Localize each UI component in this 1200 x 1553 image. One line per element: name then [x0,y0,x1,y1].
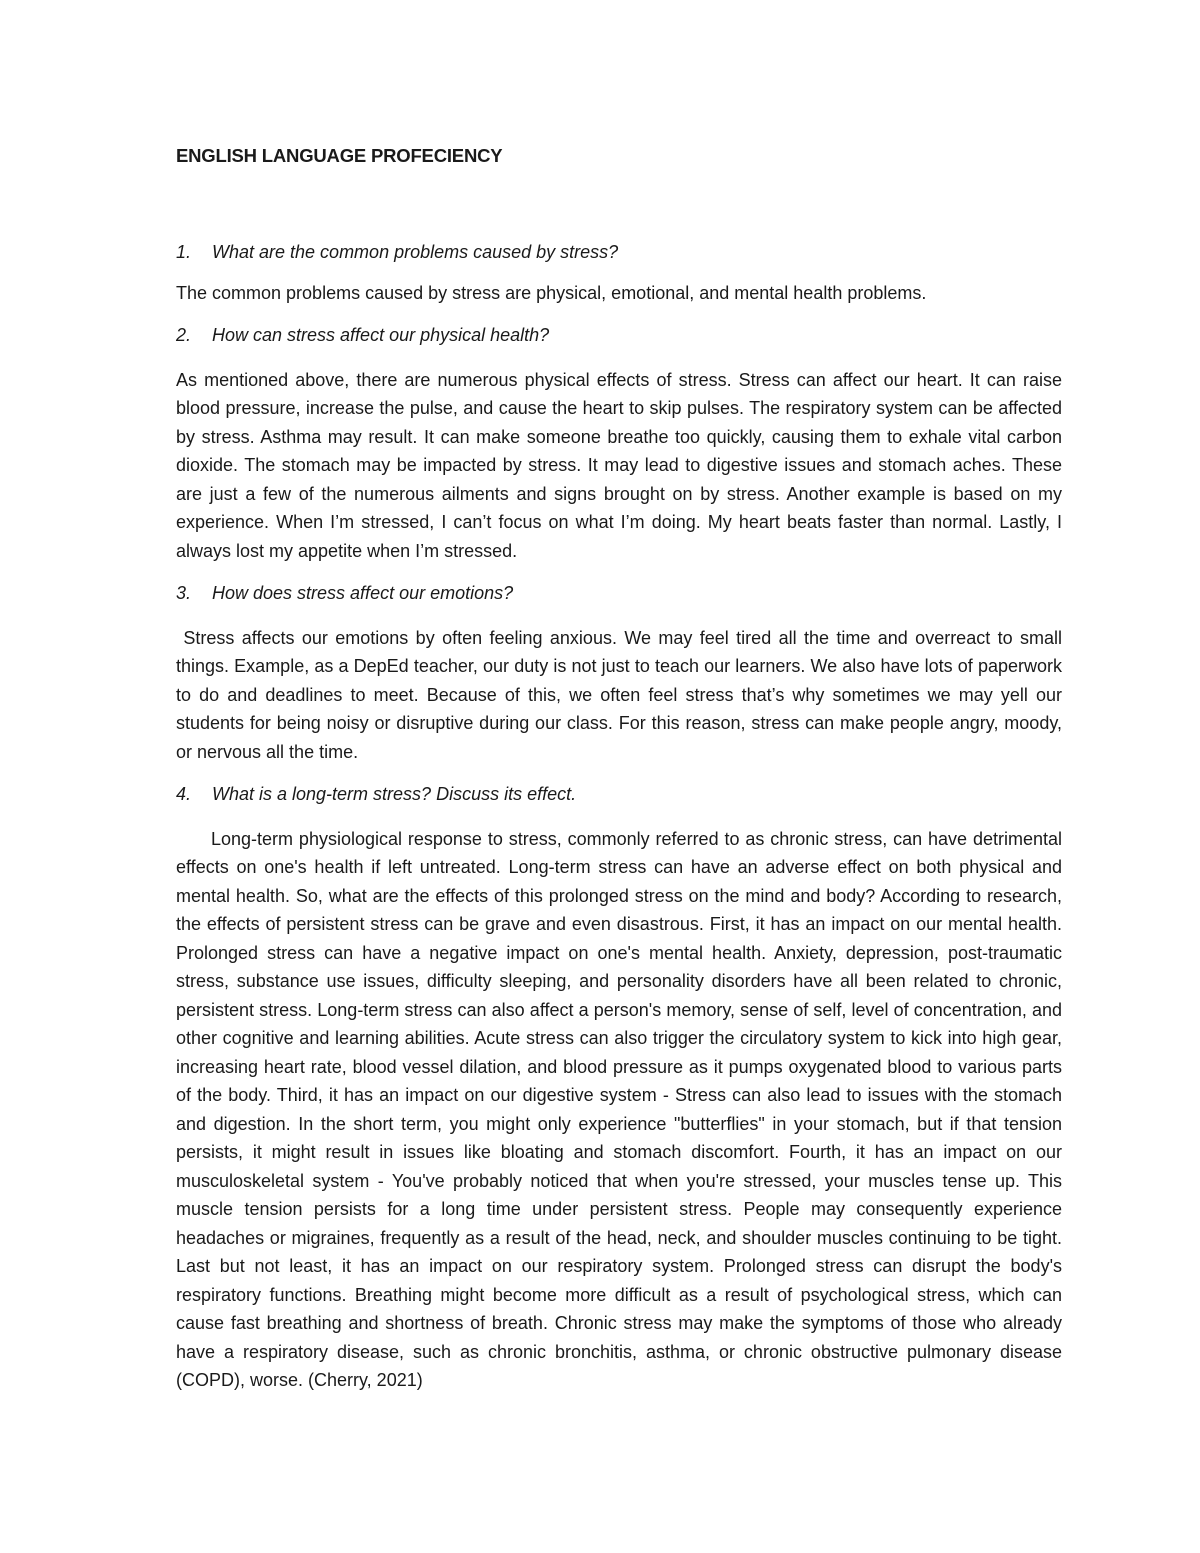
answer-1: The common problems caused by stress are physical, emotional, and mental health problems. [176,282,927,303]
question-number: 4. [176,784,192,804]
question-3 [176,579,1062,608]
question-text: How does stress affect our emotions? [212,583,514,603]
question-number: 2. [176,325,192,345]
answer-4: Long-term physiological response to stress, commonly referred to as chronic stress, can have detrimental effects on one's health if left untreated. Long-term stress can have an adverse effect on both physical and mental health. So, what are the effects of this prolonged stress on the mind and body? According to research, the effects of persistent stress can be grave and even disastrous. First, it has an impact on our mental health. Prolonged stress can have a negative impact on one's mental health. Anxiety, depression, post-traumatic stress, substance use issues, difficulty sleeping, and personality disorders have all been related to chronic, persistent stress. Long-term stress can also affect a person's memory, sense of self, level of concentration, and other cognitive and learning abilities. Acute stress can also trigger the circulatory system to kick into high gear, increasing heart rate, blood vessel dilation, and blood pressure as it pumps oxygenated blood to various parts of the body. Third, it has an impact on our digestive system - Stress can also lead to issues with the stomach and digestion. In the short term, you might only experience "butterflies" in your stomach, but if that tension persists, it might result in issues like bloating and stomach discomfort. Fourth, it has an impact on our musculoskeletal system - You've probably noticed that when you're stressed, your muscles tense up. This muscle tension persists for a long time under persistent stress. People may consequently experience headaches or migraines, frequently as a result of the head, neck, and shoulder muscles continuing to be tight. Last but not least, it has an impact on our respiratory system. Prolonged stress can disrupt the body's respiratory functions. Breathing might become more difficult as a result of psychological stress, which can cause fast breathing and shortness of breath. Chronic stress may make the symptoms of those who already have a respiratory disease, such as chronic bronchitis, asthma, or chronic obstructive pulmonary disease (COPD), worse. (Cherry, 2021) [176,828,1062,1390]
question-1 [176,238,1062,267]
answer-3: Stress affects our emotions by often feeling anxious. We may feel tired all the time and overreact to small things. Example, as a DepEd teacher, our duty is not just to teach our learners. We also have lots of paperwork to do and deadlines to meet. Because of this, we often feel stress that’s why sometimes we may yell our students for being noisy or disruptive during our class. For this reason, stress can make people angry, moody, or nervous all the time. [176,627,1068,762]
question-number: 3. [176,583,192,603]
question-4 [176,780,1062,809]
question-text: What are the common problems caused by stress? [212,242,619,262]
answer-2: As mentioned above, there are numerous physical effects of stress. Stress can affect our heart. It can raise blood pressure, increase the pulse, and cause the heart to skip pulses. The respiratory system can be affected by stress. Asthma may result. It can make someone breathe too quickly, causing them to exhale vital carbon dioxide. The stomach may be impacted by stress. It may lead to digestive issues and stomach aches. These are just a few of the numerous ailments and signs brought on by stress. Another example is based on my experience. When I’m stressed, I can’t focus on what I’m doing. My heart beats faster than normal. Lastly, I always lost my appetite when I’m stressed. [176,369,1062,561]
question-2 [176,321,1062,350]
question-text: What is a long-term stress? Discuss its effect. [212,784,577,804]
question-text: How can stress affect our physical health? [212,325,550,345]
document-body [176,140,1068,1407]
document-title: ENGLISH LANGUAGE PROFECIENCY [176,145,503,166]
question-number: 1. [176,242,192,262]
